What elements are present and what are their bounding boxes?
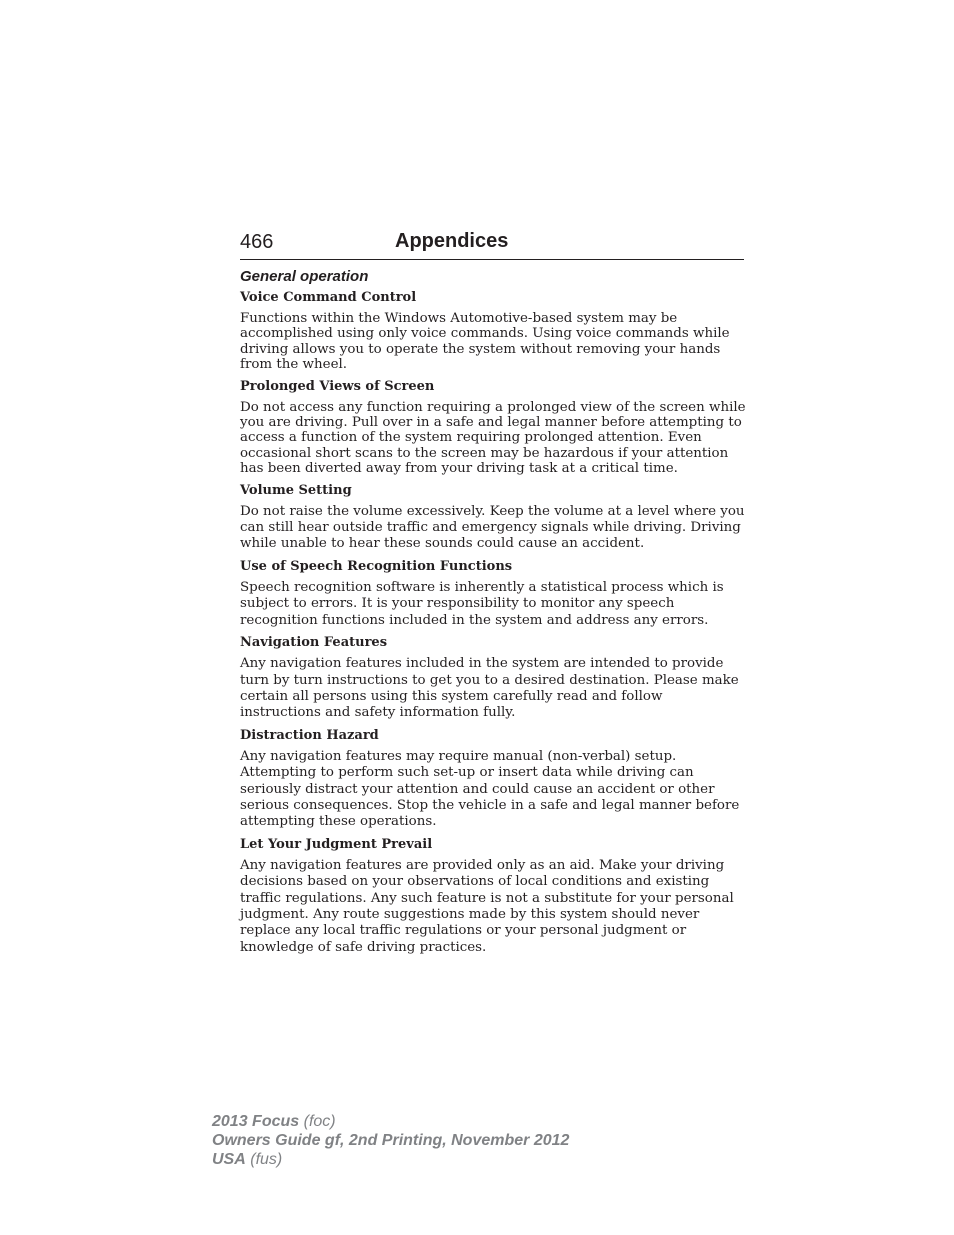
paragraph-let-your-judgment-prevail: Any navigation features are provided only as an aid. Make your driving decisions based on your observations of local conditions and existing traffic regulations. Any such feature is not a substitute for your personal judgment. Any route suggestions made by this system should never replace any local traffic regulations or your personal judgment or knowledge of safe driving practices. [240,857,734,955]
page-content [240,268,746,962]
paragraph-distraction-hazard: Any navigation features may require manual (non-verbal) setup. Attempting to perform such set-up or insert data while driving can seriously distract your attention and could cause an accident or other serious consequences. Stop the vehicle in a safe and legal manner before attempting these operations. [240,748,740,830]
heading-navigation-features: Navigation Features [240,635,388,651]
paragraph-volume-setting: Do not raise the volume excessively. Keep the volume at a level where you can still hear outside traffic and emergency signals while driving. Driving while unable to hear these sounds could cause an accident. [240,503,745,552]
paragraph-navigation-features: Any navigation features included in the system are intended to provide turn by turn instructions to get you to a desired destination. Please make certain all persons using this system carefully read and follow instructions and safety information fully. [240,656,739,721]
footer-model-line [212,1112,569,1131]
footer-region-line [212,1150,569,1169]
footer-guide: Owners Guide gf, 2nd Printing, November 2012 [212,1132,570,1149]
heading-let-your-judgment-prevail: Let Your Judgment Prevail [240,836,433,852]
section-title: General operation [240,268,369,285]
heading-volume-setting: Volume Setting [240,482,352,498]
heading-prolonged-views-of-screen: Prolonged Views of Screen [240,378,435,394]
heading-speech-recognition: Use of Speech Recognition Functions [240,558,513,574]
footer-region-code: (fus) [250,1151,283,1168]
page-number: 466 [240,231,274,253]
paragraph-speech-recognition: Speech recognition software is inherently a statistical process which is subject to errors. It is your responsibility to monitor any speech recognition functions included in the system and address any errors. [240,579,724,628]
heading-distraction-hazard: Distraction Hazard [240,727,379,743]
footer-model: 2013 Focus [212,1113,300,1130]
paragraph-voice-command-control: Functions within the Windows Automotive-based system may be accomplished using only voice commands. Using voice commands while driving allows you to operate the system without removing your hands from the wheel. [240,311,730,373]
paragraph-prolonged-views-of-screen: Do not access any function requiring a prolonged view of the screen while you are driving. Pull over in a safe and legal manner before attempting to access a function of the system requiring prolonged attention. Even occasional short scans to the screen may be hazardous if your attention has been diverted away from your driving task at a critical time. [240,399,746,477]
heading-voice-command-control: Voice Command Control [240,290,417,305]
footer-model-code: (foc) [303,1113,336,1130]
chapter-title: Appendices [395,230,509,252]
footer-region: USA [212,1151,246,1168]
page-header [240,228,744,260]
page-footer [212,1112,569,1169]
